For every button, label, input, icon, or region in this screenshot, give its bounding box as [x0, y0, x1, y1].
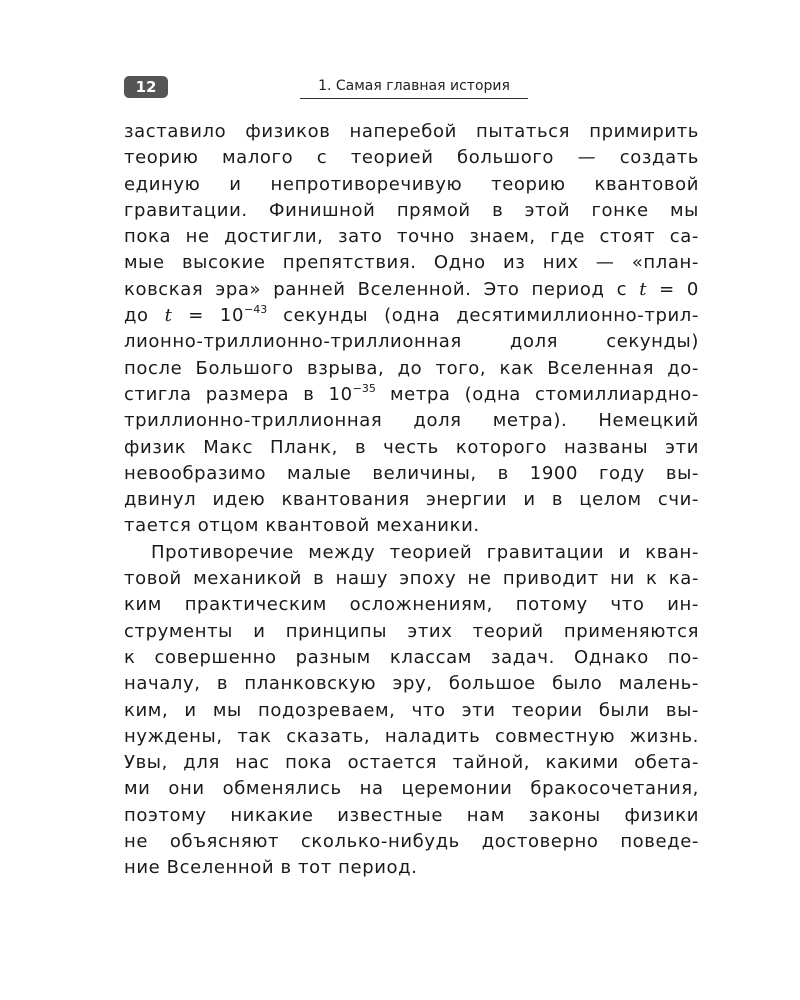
text-block: [124, 119, 699, 882]
text-run: = 10: [172, 305, 244, 327]
text-line: невообразимо малые величины, в 1900 году вы-: [124, 462, 699, 484]
text-run: ковская эра» ранней Вселенной. Это период с: [124, 278, 640, 300]
text-line: пока не достигли, зато точно знаем, где стоят са-: [124, 226, 699, 248]
text-line: тается отцом квантовой механики.: [124, 515, 480, 537]
text-line: товой механикой в нашу эпоху не приводит ни к ка-: [124, 568, 699, 590]
text-line: единую и непротиворечивую теорию квантовой: [124, 173, 699, 195]
text-line: [124, 277, 699, 303]
math-variable: t: [639, 278, 648, 300]
math-variable: t: [164, 305, 173, 327]
text-line: началу, в планковскую эру, большое было малень-: [124, 673, 699, 695]
paragraph: [124, 119, 699, 540]
text-line: ние Вселенной в тот период.: [124, 857, 418, 879]
text-line: Противоречие между теорией гравитации и кван-: [151, 541, 699, 563]
text-line: физик Макс Планк, в честь которого названы эти: [124, 436, 699, 458]
exponent: −35: [352, 381, 376, 395]
text-line: к совершенно разным классам задач. Однако по-: [124, 646, 699, 668]
text-line: не объясняют сколько-нибудь достоверно поведе-: [124, 831, 699, 853]
text-run: метра (одна стомиллиардно-: [375, 383, 699, 405]
text-line: нуждены, так сказать, наладить совместную жизнь.: [124, 725, 699, 747]
text-line: после Большого взрыва, до того, как Вселенная до-: [124, 357, 699, 379]
text-line: заставило физиков наперебой пытаться примирить: [124, 121, 699, 142]
text-run: стигла размера в 10: [124, 383, 353, 405]
text-line: гравитации. Финишной прямой в этой гонке мы: [124, 199, 699, 221]
text-line: [124, 382, 699, 408]
text-line: мые высокие препятствия. Одно из них — «план-: [124, 252, 699, 274]
text-line: лионно-триллионно-триллионная доля секунды): [124, 331, 699, 353]
text-run: до: [124, 305, 165, 327]
text-run: секунды (одна десятимиллионно-трил-: [267, 305, 699, 327]
text-line: двинул идею квантования энергии и в целом счи-: [124, 489, 699, 511]
text-line: струменты и принципы этих теорий применяются: [124, 620, 699, 642]
page-number-badge: 12: [124, 76, 168, 98]
text-run: = 0: [647, 278, 699, 300]
text-line: поэтому никакие известные нам законы физики: [124, 804, 699, 826]
text-line: ким практическим осложнениям, потому что ин-: [124, 594, 699, 616]
text-line: теорию малого с теорией большого — создать: [124, 147, 699, 169]
text-line: триллионно-триллионная доля метра). Немецкий: [124, 410, 699, 432]
exponent: −43: [244, 303, 268, 317]
text-line: [124, 303, 699, 329]
text-line: ким, и мы подозреваем, что эти теории были вы-: [124, 699, 699, 721]
text-line: ми они обменялись на церемонии бракосочетания,: [124, 778, 699, 800]
text-line: Увы, для нас пока остается тайной, какими обета-: [124, 752, 699, 774]
running-head: 1. Самая главная история: [300, 78, 528, 99]
paragraph: [124, 540, 699, 882]
